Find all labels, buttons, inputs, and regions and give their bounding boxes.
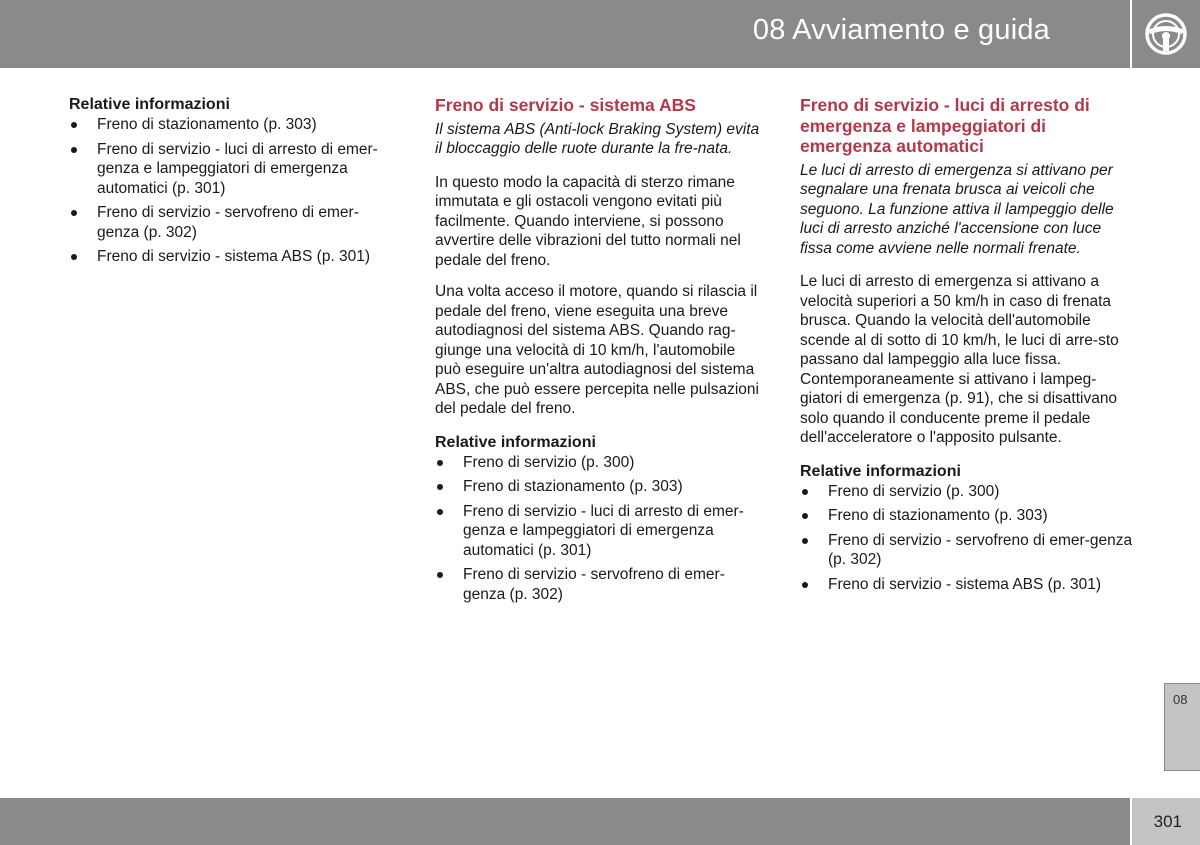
related-info-heading: Relative informazioni xyxy=(69,96,230,113)
related-links-list xyxy=(69,115,399,267)
related-links-list xyxy=(435,453,765,605)
column-right xyxy=(800,95,1135,599)
related-links-list xyxy=(800,482,1135,595)
header-bar xyxy=(0,0,1130,68)
related-link[interactable]: Freno di servizio - servofreno di emer-genza (p. 302) xyxy=(435,565,765,604)
related-link[interactable]: Freno di stazionamento (p. 303) xyxy=(800,506,1135,526)
related-link[interactable]: Freno di stazionamento (p. 303) xyxy=(69,115,399,135)
footer-bar xyxy=(0,798,1130,845)
related-link[interactable]: Freno di servizio - luci di arresto di emer-genza e lampeggiatori di emergenza automatici (p. 301) xyxy=(69,140,399,199)
section-heading-emergency-lights: Freno di servizio - luci di arresto di emergenza e lampeggiatori di emergenza automatici xyxy=(800,95,1090,156)
related-link[interactable]: Freno di servizio - servofreno di emer-genza (p. 302) xyxy=(800,531,1135,570)
chapter-side-tab[interactable] xyxy=(1164,683,1200,771)
related-link[interactable]: Freno di servizio - sistema ABS (p. 301) xyxy=(800,575,1135,595)
section-intro: Le luci di arresto di emergenza si attivano per segnalare una frenata brusca ai veicoli che seguono. La funzione attiva il lampeggio delle luci di arresto anziché l'accensione con luce fissa come avviene nelle normali frenate. xyxy=(800,161,1114,257)
section-heading-abs: Freno di servizio - sistema ABS xyxy=(435,95,696,115)
related-link[interactable]: Freno di stazionamento (p. 303) xyxy=(435,477,765,497)
related-info-heading: Relative informazioni xyxy=(800,462,961,480)
body-paragraph: Una volta acceso il motore, quando si rilascia il pedale del freno, viene eseguita una breve autodiagnosi del sistema ABS. Quando rag-giunge una velocità di 10 km/h, l'automobile può eseguire un'altra autodiagnosi del sistema ABS, che può essere percepita nelle pulsazioni del pedale del freno. xyxy=(435,283,759,417)
related-link[interactable]: Freno di servizio - sistema ABS (p. 301) xyxy=(69,247,399,267)
page-number: 301 xyxy=(1153,812,1182,831)
steering-wheel-icon xyxy=(1143,11,1189,57)
body-paragraph: Le luci di arresto di emergenza si attivano a velocità superiori a 50 km/h in caso di frenata brusca. Quando la velocità dell'automobile scende al di sotto di 10 km/h, le luci di arre-sto passano dal lampeggio alla luce fissa. Contemporaneamente si attivano i lampeg-giatori di emergenza (p. 91), che si disattivano solo quando il conducente preme il pedale dell'acceleratore o l'apposito pulsante. xyxy=(800,273,1119,446)
section-intro: Il sistema ABS (Anti-lock Braking System) evita il bloccaggio delle ruote durante la fre-nata. xyxy=(435,120,760,157)
related-link[interactable]: Freno di servizio (p. 300) xyxy=(800,482,1135,502)
header-icon-box xyxy=(1132,0,1200,68)
related-info-heading: Relative informazioni xyxy=(435,433,596,451)
column-middle xyxy=(435,95,765,609)
related-link[interactable]: Freno di servizio (p. 300) xyxy=(435,453,765,473)
body-paragraph: In questo modo la capacità di sterzo rimane immutata e gli ostacoli vengono evitati più facilmente. Quando interviene, si possono avvertire delle vibrazioni del tutto normali nel pedale del freno. xyxy=(435,173,741,269)
column-left xyxy=(69,95,399,272)
footer-page-box xyxy=(1132,798,1200,845)
related-link[interactable]: Freno di servizio - luci di arresto di emer-genza e lampeggiatori di emergenza automatici (p. 301) xyxy=(435,502,765,561)
chapter-title: 08 Avviamento e guida xyxy=(752,14,1050,46)
related-link[interactable]: Freno di servizio - servofreno di emer-genza (p. 302) xyxy=(69,203,399,242)
chapter-tab-label: 08 xyxy=(1173,692,1188,707)
